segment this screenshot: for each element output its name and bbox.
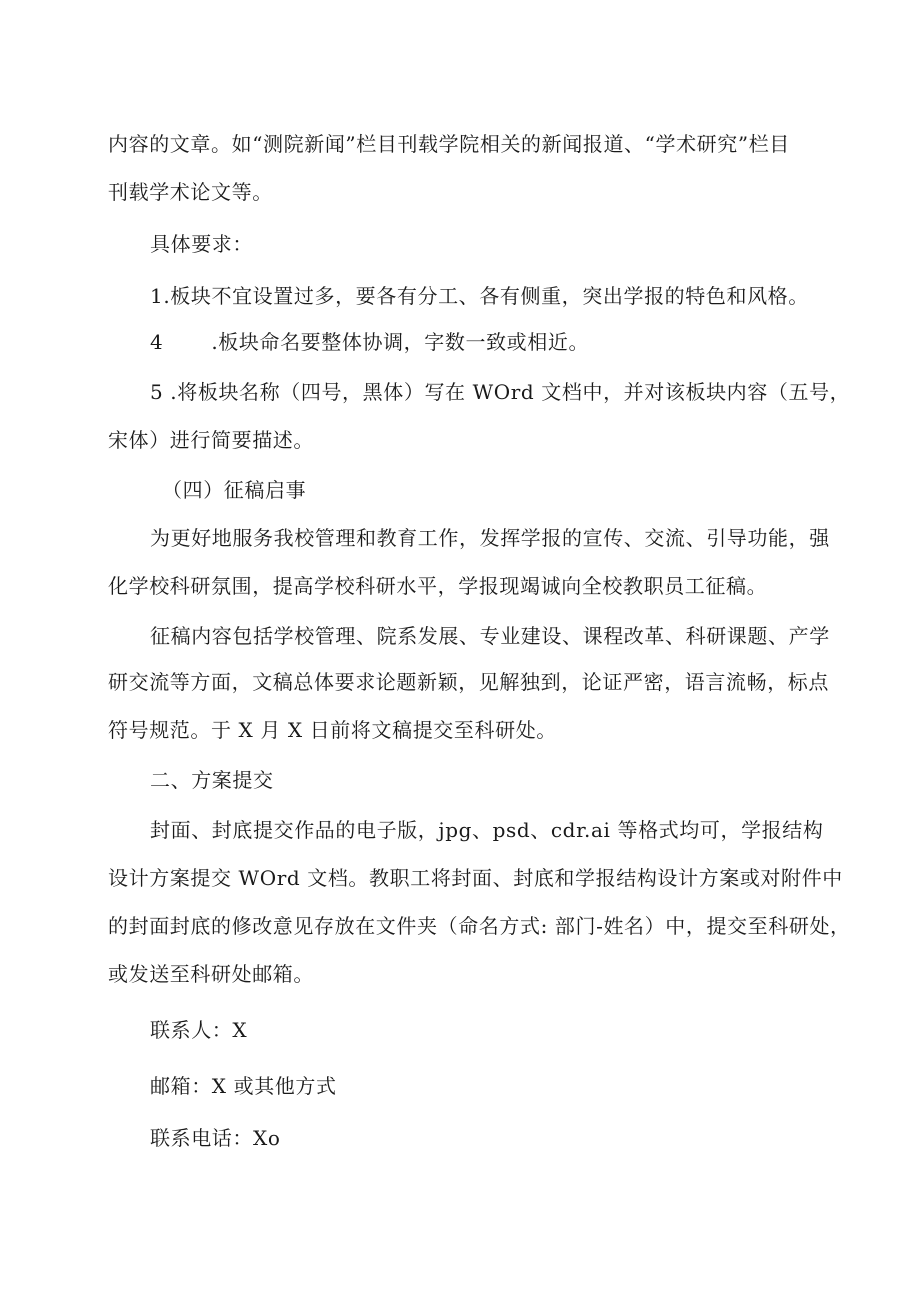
call-paragraph-line-1: 为更好地服务我校管理和教育工作，发挥学报的宣传、交流、引导功能，强 [150, 526, 830, 550]
content-paragraph-line-2: 研交流等方面，文稿总体要求论题新颖，见解独到，论证严密，语言流畅，标点 [108, 670, 829, 694]
requirement-item-2-text: .板块命名要整体协调，字数一致或相近。 [211, 330, 590, 354]
requirements-label: 具体要求： [150, 232, 253, 256]
requirement-item-2 [150, 328, 589, 356]
intro-paragraph-line-1: 内容的文章。如“测院新闻”栏目刊载学院相关的新闻报道、“学术研究”栏目 [108, 132, 790, 156]
submit-paragraph-line-3: 的封面封底的修改意见存放在文件夹（命名方式: 部门-姓名）中，提交至科研处， [108, 914, 851, 938]
requirement-item-3-line-2: 宋体）进行简要描述。 [108, 428, 314, 452]
requirement-item-3-line-1: 5 .将板块名称（四号，黑体）写在 WOrd 文档中，并对该板块内容（五号， [150, 380, 851, 404]
submit-paragraph-line-1: 封面、封底提交作品的电子版，jpg、psd、cdr.ai 等格式均可，学报结构 [150, 818, 824, 842]
section-two-heading: 二、方案提交 [150, 768, 274, 792]
submit-paragraph-line-2: 设计方案提交 WOrd 文档。教职工将封面、封底和学报结构设计方案或对附件中 [108, 866, 843, 890]
section-four-heading: （四）征稿启事 [162, 478, 307, 502]
contact-person: 联系人：X [150, 1018, 248, 1042]
content-paragraph-line-3: 符号规范。于 X 月 X 日前将文稿提交至科研处。 [108, 718, 557, 742]
requirement-item-2-number: 4 [150, 330, 164, 354]
call-paragraph-line-2: 化学校科研氛围，提高学校科研水平，学报现竭诚向全校教职员工征稿。 [108, 574, 768, 598]
contact-email: 邮箱：X 或其他方式 [150, 1074, 337, 1098]
contact-phone: 联系电话：Xo [150, 1126, 281, 1150]
intro-paragraph-line-2: 刊载学术论文等。 [108, 180, 273, 204]
submit-paragraph-line-4: 或发送至科研处邮箱。 [108, 962, 314, 986]
requirement-item-1: 1.板块不宜设置过多，要各有分工、各有侧重，突出学报的特色和风格。 [150, 284, 809, 308]
content-paragraph-line-1: 征稿内容包括学校管理、院系发展、专业建设、课程改革、科研课题、产学 [150, 624, 830, 648]
